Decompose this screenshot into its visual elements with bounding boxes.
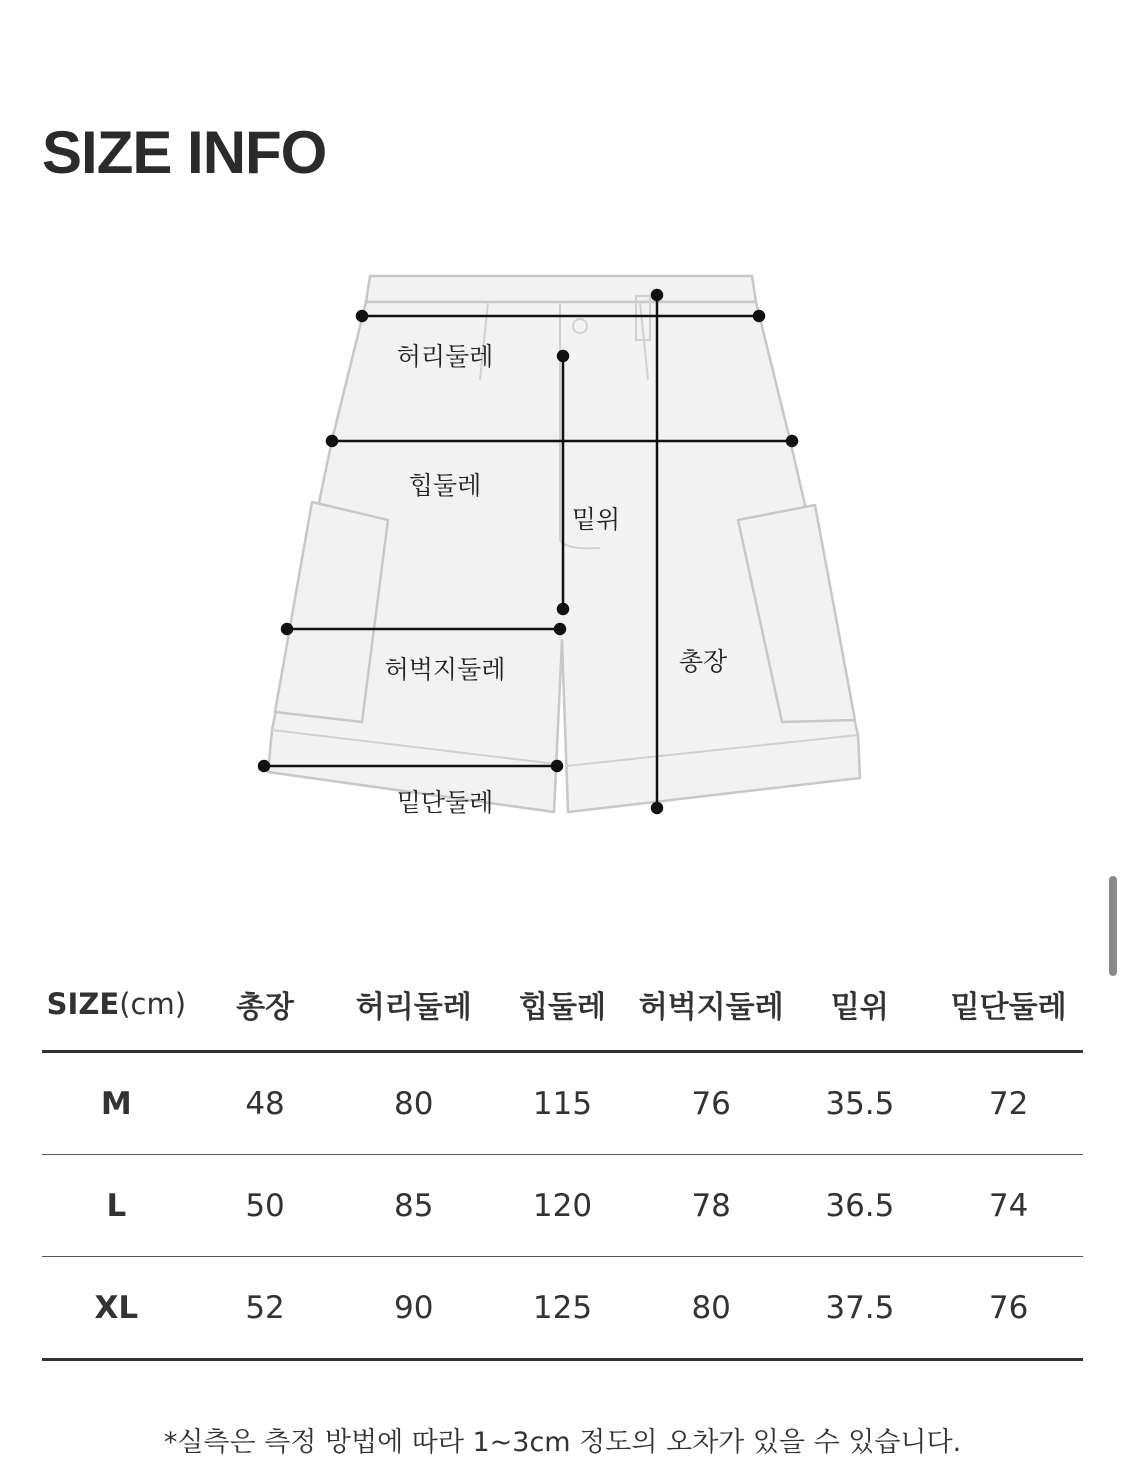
header-hip: 힙둘레 <box>488 958 637 1052</box>
table-cell: 35.5 <box>786 1052 935 1155</box>
table-cell: 36.5 <box>786 1155 935 1257</box>
diagram-label-length: 총장 <box>678 647 728 676</box>
table-row <box>42 1155 1083 1257</box>
table-cell: 120 <box>488 1155 637 1257</box>
header-waist: 허리둘레 <box>339 958 488 1052</box>
table-row <box>42 1257 1083 1360</box>
header-unit-label: (cm) <box>119 987 187 1021</box>
table-cell: 115 <box>488 1052 637 1155</box>
table-cell: 125 <box>488 1257 637 1360</box>
table-cell: 37.5 <box>786 1257 935 1360</box>
header-size <box>42 958 191 1052</box>
size-cell: XL <box>42 1257 191 1360</box>
scrollbar[interactable] <box>1109 876 1117 976</box>
diagram-label-hem: 밑단둘레 <box>396 788 494 817</box>
table-header-row <box>42 958 1083 1052</box>
table-cell: 50 <box>191 1155 340 1257</box>
diagram-label-hip: 힙둘레 <box>408 471 482 500</box>
table-cell: 72 <box>934 1052 1083 1155</box>
table-cell: 74 <box>934 1155 1083 1257</box>
table-cell: 76 <box>637 1052 786 1155</box>
diagram-label-rise: 밑위 <box>571 505 621 534</box>
size-table <box>42 958 1083 1361</box>
table-cell: 85 <box>339 1155 488 1257</box>
header-hem: 밑단둘레 <box>934 958 1083 1052</box>
table-cell: 80 <box>637 1257 786 1360</box>
size-cell: L <box>42 1155 191 1257</box>
diagram-label-waist: 허리둘레 <box>396 342 494 371</box>
page-title: SIZE INFO <box>42 119 327 186</box>
table-cell: 90 <box>339 1257 488 1360</box>
header-rise: 밑위 <box>786 958 935 1052</box>
measurement-note: *실측은 측정 방법에 따라 1~3cm 정도의 오차가 있을 수 있습니다. <box>163 1427 962 1458</box>
table-cell: 48 <box>191 1052 340 1155</box>
diagram-label-thigh: 허벅지둘레 <box>384 655 506 684</box>
table-cell: 78 <box>637 1155 786 1257</box>
table-cell: 80 <box>339 1052 488 1155</box>
size-cell: M <box>42 1052 191 1155</box>
header-thigh: 허벅지둘레 <box>637 958 786 1052</box>
table-cell: 76 <box>934 1257 1083 1360</box>
header-length: 총장 <box>191 958 340 1052</box>
table-cell: 52 <box>191 1257 340 1360</box>
table-row <box>42 1052 1083 1155</box>
header-size-label: SIZE <box>46 987 120 1021</box>
